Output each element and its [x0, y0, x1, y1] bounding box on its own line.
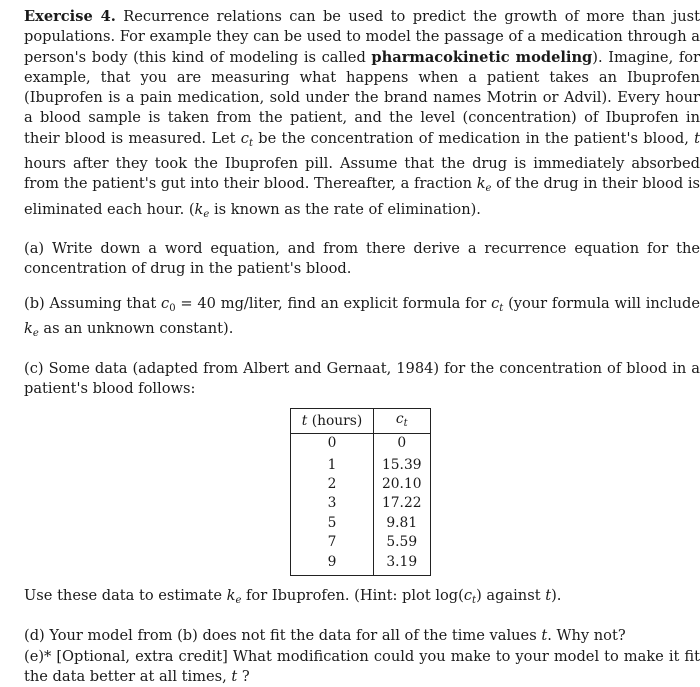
- table-row: [291, 533, 431, 552]
- table-row: [291, 475, 431, 494]
- table-row: [291, 494, 431, 513]
- table-row: [291, 514, 431, 533]
- cell-time: 5: [291, 514, 374, 533]
- cell-concentration: 20.10: [374, 475, 431, 494]
- cell-time: 7: [291, 533, 374, 552]
- part-d: (d) Your model from (b) does not fit the data for all of the time values t. Why not?: [24, 627, 626, 645]
- exercise-intro: Exercise 4. Recurrence relations can be used to predict the growth of more than just populations. For example they can be used to model the passage of a medication through a person's body (this kind of modeling is called pharmacokinetic modeling). Imagine, for example, that you are measuring what happens when a patient takes an Ibuprofen (Ibuprofen is a pain medication, sold under the brand names Motrin or Advil). Every hour a blood sample is taken from the patient, and the level (concentration) of Ibuprofen in their blood is measured. Let $c_t$ be the concentration of medication in the patient's blood, t hours after they took the Ibuprofen pill. Assume that the drug is immediately absorbed from the patient's gut into their blood. Thereafter, a fraction $k_e$ of the drug in their blood is eliminated each hour. ($k_e$ is known as the rate of elimination).: [24, 8, 700, 220]
- part-e: (e)* [Optional, extra credit] What modification could you make to your model to make it fit the data better at all times, t ?: [24, 647, 700, 685]
- cell-concentration: 0: [374, 434, 431, 454]
- table-body: [291, 434, 431, 576]
- cell-concentration: 9.81: [374, 514, 431, 533]
- bold-term: pharmacokinetic modeling: [371, 48, 593, 66]
- header-concentration: $c_t$: [374, 408, 431, 433]
- cell-concentration: 5.59: [374, 533, 431, 552]
- cell-time: 3: [291, 494, 374, 513]
- part-c: (c) Some data (adapted from Albert and Gernaat, 1984) for the concentration of blood in a patient's blood follows:: [24, 360, 700, 398]
- cell-concentration: 15.39: [374, 454, 431, 475]
- part-a: (a) Write down a word equation, and from there derive a recurrence equation for the concentration of drug in the patient's blood.: [24, 239, 700, 278]
- cell-concentration: 17.22: [374, 494, 431, 513]
- header-time: t (hours): [291, 408, 374, 433]
- concentration-table: [290, 408, 431, 576]
- cell-time: 2: [291, 475, 374, 494]
- cell-time: 9: [291, 553, 374, 576]
- table-row: [291, 454, 431, 475]
- table-header-row: [291, 408, 431, 433]
- cell-time: 1: [291, 454, 374, 475]
- exercise-title: Exercise 4.: [24, 8, 116, 25]
- part-c-instruction: Use these data to estimate $k_e$ for Ibuprofen. (Hint: plot $\log(c_t)$ against t).: [24, 587, 562, 606]
- table-row: [291, 553, 431, 576]
- part-b: (b) Assuming that $c_0 = 40$ mg/liter, find an explicit formula for $c_t$ (your formula will include $k_e$ as an unknown constant).: [24, 294, 700, 339]
- cell-concentration: 3.19: [374, 553, 431, 576]
- cell-time: 0: [291, 434, 374, 454]
- table-row: [291, 434, 431, 454]
